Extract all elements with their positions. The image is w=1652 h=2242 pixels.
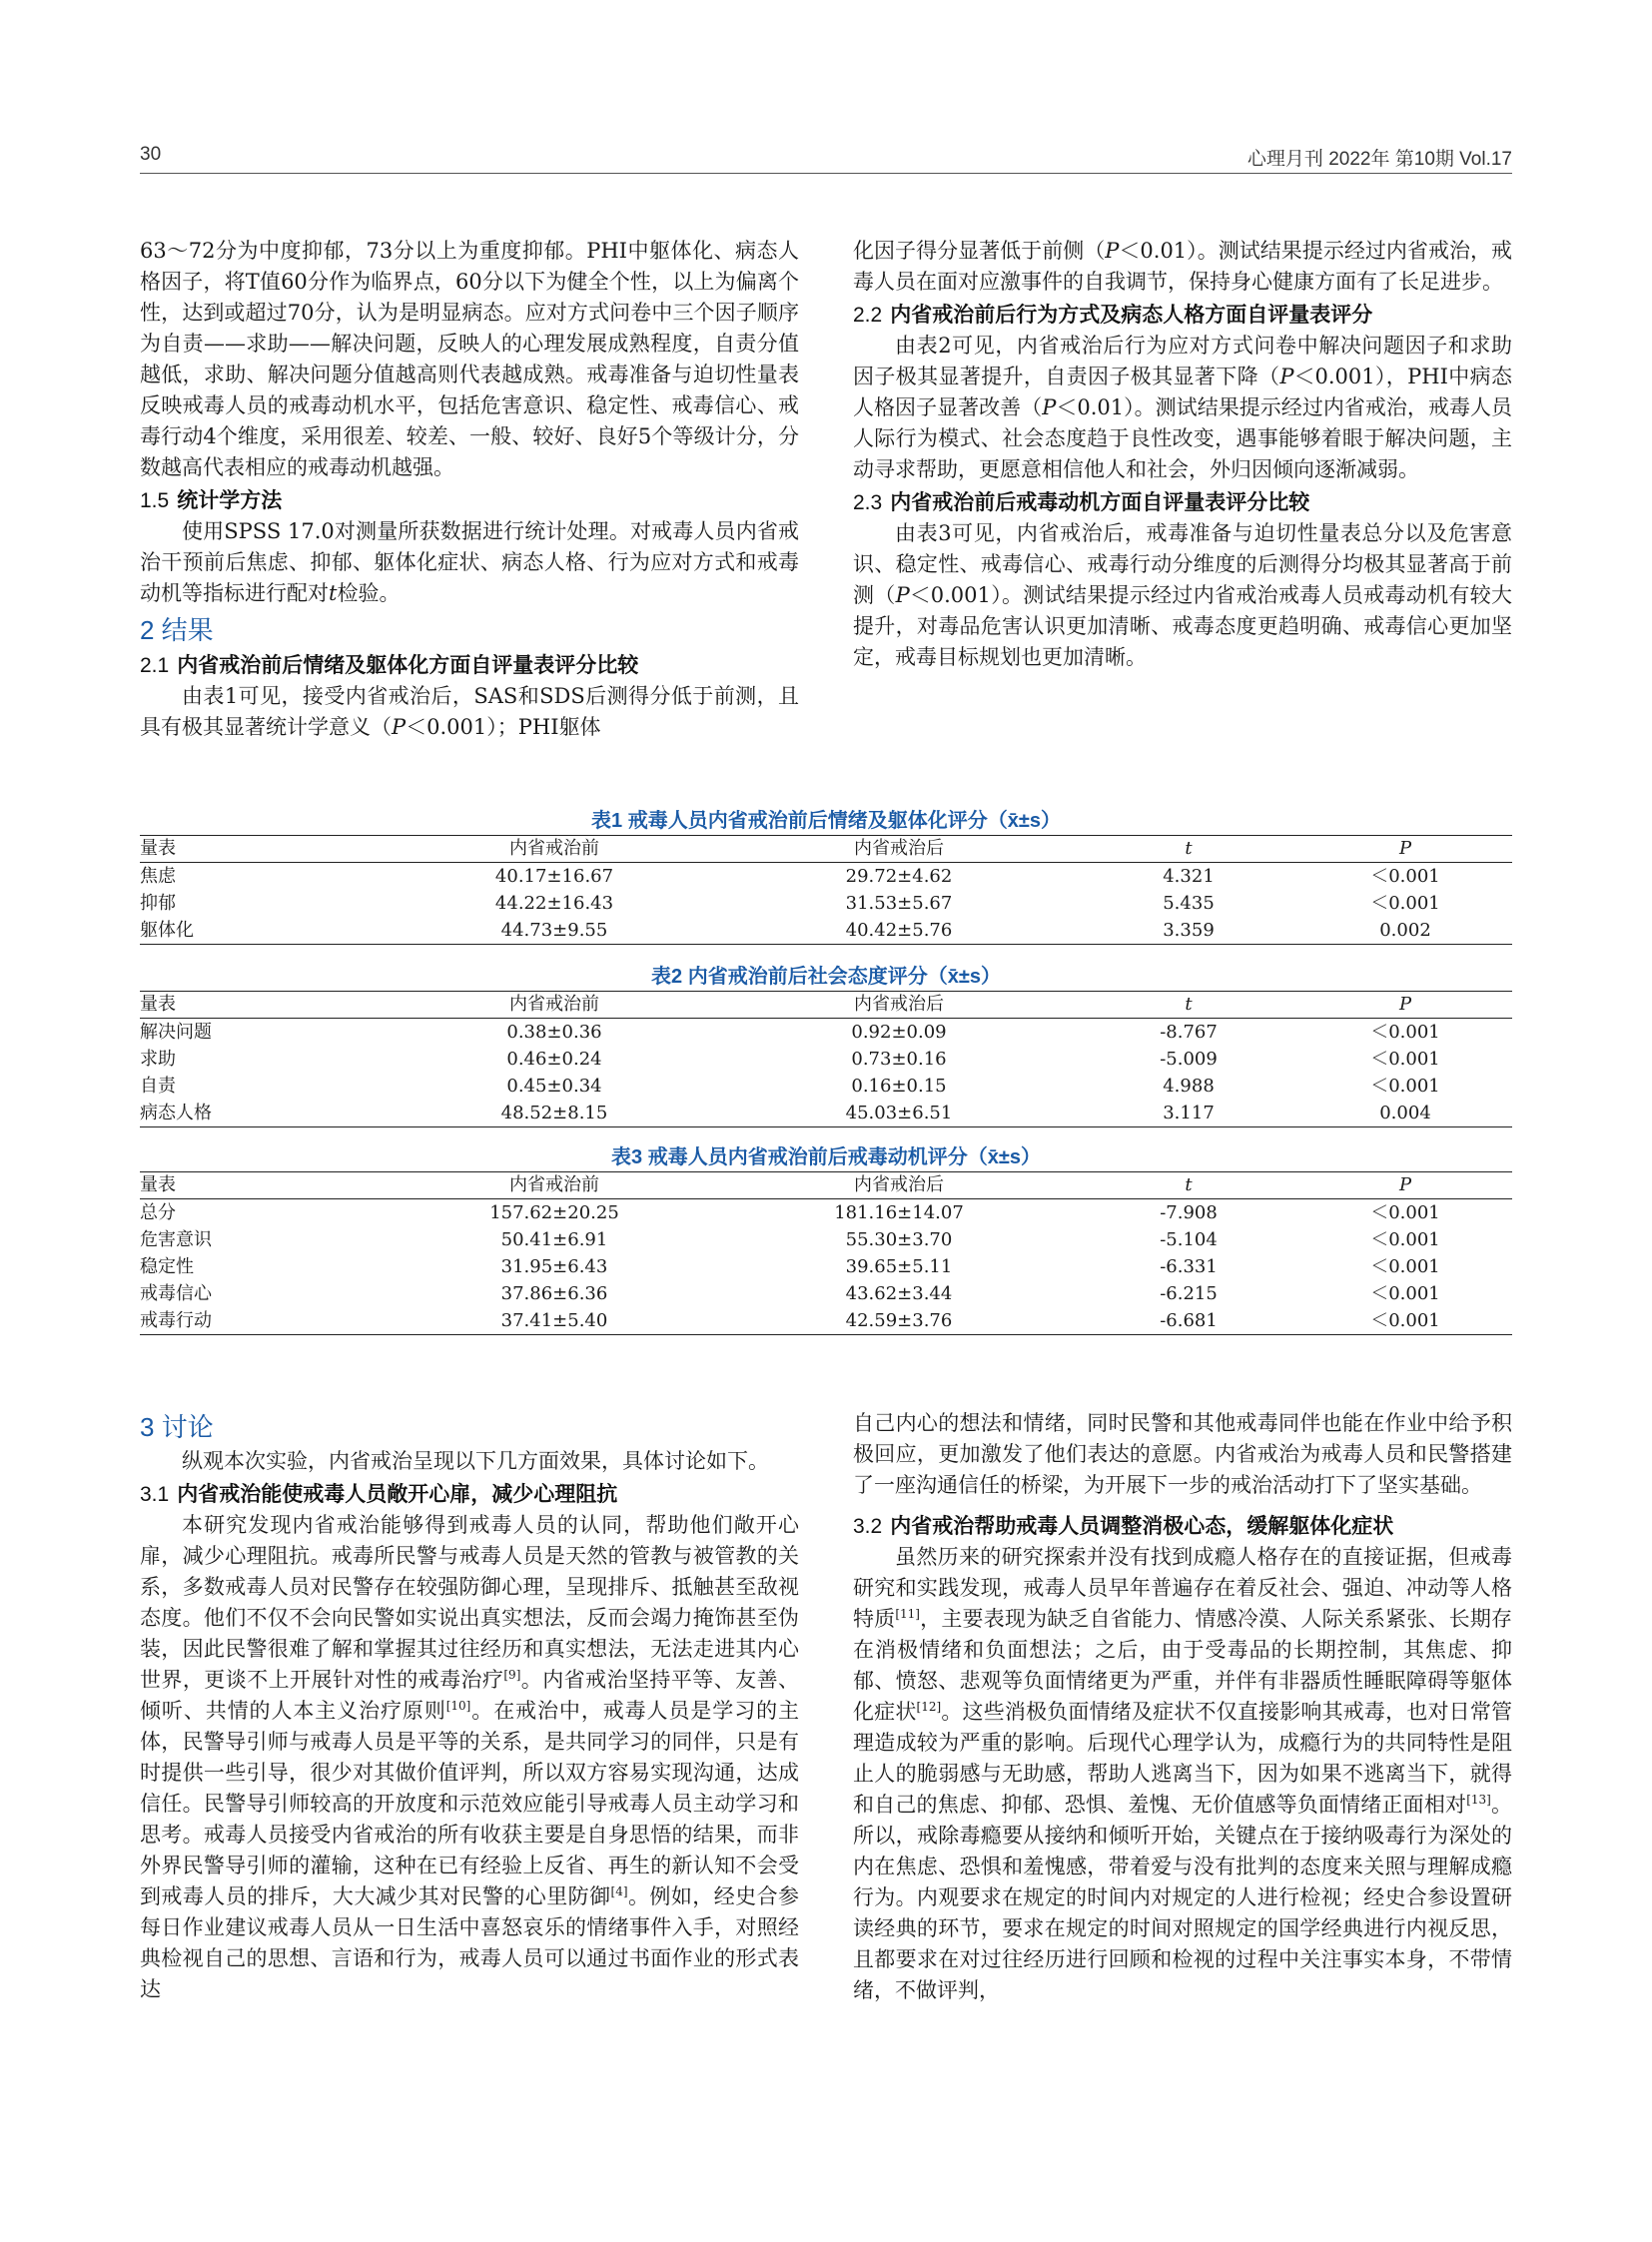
table-cell: 50.41±6.91 bbox=[500, 1229, 608, 1250]
table-header-row bbox=[140, 836, 1512, 863]
table-cell: 40.17±16.67 bbox=[494, 866, 614, 887]
header-cell: 内省戒治前 bbox=[390, 1172, 719, 1199]
table-cell: 焦虑 bbox=[140, 866, 176, 887]
header-cell: 量表 bbox=[140, 992, 390, 1019]
table-cell: 39.65±5.11 bbox=[845, 1256, 953, 1277]
section-number: 2.2 bbox=[853, 304, 883, 327]
header-cell: P bbox=[1298, 1172, 1512, 1199]
table-cell: 危害意识 bbox=[140, 1229, 212, 1250]
text-run: 。内省戒治坚持平等、友善、倾听、共情的人本主义治疗原则 bbox=[140, 1668, 800, 1723]
paragraph-scoring: 63～72分为中度抑郁，73分以上为重度抑郁。PHI中躯体化、病态人格因子，将T值60分作为临界点，60分以下为健全个性，以上为偏离个性，达到或超过70分，认为是明显病态。应对方式问卷中三个因子顺序为自责——求助——解决问题，反映人的心理发展成熟程度，自责分值越低，求助、解决问题分值越高则代表越成熟。戒毒准备与迫切性量表反映戒毒人员的戒毒动机水平，包括危害意识、稳定性、戒毒信心、戒毒行动4个维度，采用很差、较差、一般、较好、良好5个等级计分，分数越高代表相应的戒毒动机越强。 bbox=[140, 239, 799, 479]
table-cell: 29.72±4.62 bbox=[845, 866, 953, 887]
table-cell: -6.215 bbox=[1160, 1283, 1218, 1304]
table-row bbox=[140, 863, 1512, 891]
section-title: 内省戒治前后行为方式及病态人格方面自评量表评分 bbox=[890, 304, 1373, 327]
section-3-heading: 3 讨论 bbox=[140, 1412, 214, 1442]
paragraph-statistics bbox=[140, 516, 799, 609]
table-cell: ＜0.001 bbox=[1370, 1256, 1440, 1277]
text-run: 。在戒治中，戒毒人员是学习的主体，民警导引师与戒毒人员是平等的关系，是共同学习的同伴，只是有时提供一些引导，很少对其做价值评判，所以双方容易实现沟通，达成信任。民警导引师较高的开放度和示范效应能引导戒毒人员主动学习和思考。戒毒人员接受内省戒治的所有收获主要是自身思悟的结果，而非外界民警导引师的灌输，这种在已有经验上反省、再生的新认知不会受到戒毒人员的排斥，大大减少其对民警的心里防御 bbox=[140, 1699, 800, 1908]
header-rule bbox=[140, 173, 1512, 174]
citation: [9] bbox=[503, 1668, 521, 1682]
table-cell: 37.41±5.40 bbox=[390, 1307, 719, 1335]
table-cell: 4.321 bbox=[1163, 866, 1215, 887]
table-cell: 37.86±6.36 bbox=[500, 1283, 608, 1304]
text-run: ＜0.01）。测试结果提示经过内省戒治，戒毒人员人际行为模式、社会态度趋于良性改变，遇事能够着眼于解决问题，主动寻求帮助，更愿意相信他人和社会，外归因倾向逐渐减弱。 bbox=[853, 395, 1513, 481]
section-3-2-heading bbox=[853, 1511, 1512, 1542]
table-cell: 自责 bbox=[140, 1076, 176, 1097]
table-row bbox=[140, 1280, 1512, 1307]
table-cell: 48.52±8.15 bbox=[390, 1100, 719, 1127]
header-cell: 内省戒治前 bbox=[390, 836, 719, 863]
bottom-left-column bbox=[140, 1406, 799, 2005]
section-2-2-heading bbox=[853, 300, 1512, 331]
header-cell: t bbox=[1079, 992, 1298, 1019]
italic-t: t bbox=[329, 581, 338, 605]
italic-p: P bbox=[1105, 239, 1120, 263]
citation: [13] bbox=[1466, 1793, 1491, 1807]
table-cell: -6.331 bbox=[1160, 1256, 1218, 1277]
italic-p: P bbox=[895, 583, 910, 607]
text-run: ＜0.01）。测试结果提示经过内省戒治，戒毒人员在面对应激事件的自我调节，保持身心健康方面有了长足进步。 bbox=[853, 239, 1513, 294]
table-cell: 0.45±0.34 bbox=[506, 1076, 602, 1097]
italic-p: P bbox=[1279, 365, 1294, 388]
header-cell: 内省戒治后 bbox=[719, 1172, 1079, 1199]
section-title: 内省戒治前后戒毒动机方面自评量表评分比较 bbox=[890, 491, 1310, 514]
journal-issue: 心理月刊 2022年 第10期 Vol.17 bbox=[1246, 149, 1512, 170]
table-cell: 55.30±3.70 bbox=[845, 1229, 953, 1250]
header-cell: P bbox=[1298, 836, 1512, 863]
section-2-1-heading bbox=[140, 650, 799, 681]
table-3 bbox=[140, 1171, 1512, 1335]
table-cell: 0.73±0.16 bbox=[851, 1049, 947, 1070]
text-run: 化因子得分显著低于前侧（ bbox=[853, 239, 1106, 263]
citation: [11] bbox=[895, 1607, 920, 1621]
paragraph-result-2 bbox=[853, 331, 1512, 485]
table-cell: 5.435 bbox=[1163, 893, 1215, 914]
header-cell: 量表 bbox=[140, 1172, 390, 1199]
table-cell: ＜0.001 bbox=[1370, 1022, 1440, 1043]
bottom-right-column bbox=[853, 1408, 1512, 2006]
section-number: 2.3 bbox=[853, 491, 883, 514]
table-3-caption: 表3 戒毒人员内省戒治前后戒毒动机评分（x̄±s） bbox=[611, 1146, 1041, 1168]
table-row bbox=[140, 1307, 1512, 1335]
table-1 bbox=[140, 835, 1512, 945]
text-run: ＜0.001），PHI中病态人格因子显著改善（ bbox=[853, 365, 1513, 419]
table-cell: 0.004 bbox=[1298, 1100, 1512, 1127]
text-run: ＜0.001）；PHI躯体 bbox=[406, 715, 601, 739]
table-2 bbox=[140, 991, 1512, 1127]
table-cell: 0.16±0.15 bbox=[851, 1076, 947, 1097]
table-cell: 0.92±0.09 bbox=[851, 1022, 947, 1043]
paragraph-result-1 bbox=[140, 681, 799, 743]
table-cell: ＜0.001 bbox=[1370, 1202, 1440, 1223]
table-cell: ＜0.001 bbox=[1370, 866, 1440, 887]
header-cell: 内省戒治后 bbox=[719, 992, 1079, 1019]
table-row bbox=[140, 1073, 1512, 1100]
section-number: 3.2 bbox=[853, 1515, 883, 1538]
page-number: 30 bbox=[140, 144, 162, 165]
paragraph-discussion-3-1-cont: 自己内心的想法和情绪，同时民警和其他戒毒同伴也能在作业中给予积极回应，更加激发了他们表达的意愿。内省戒治为戒毒人员和民警搭建了一座沟通信任的桥梁，为开展下一步的戒治活动打下了坚实基础。 bbox=[853, 1411, 1512, 1497]
table-cell: ＜0.001 bbox=[1298, 1307, 1512, 1335]
table-cell: -5.104 bbox=[1160, 1229, 1218, 1250]
section-number: 2.1 bbox=[140, 654, 170, 677]
italic-p: P bbox=[392, 715, 407, 739]
table-cell: ＜0.001 bbox=[1370, 1076, 1440, 1097]
text-run: 使用SPSS 17.0对测量所获数据进行统计处理。对戒毒人员内省戒治干预前后焦虑、抑郁、躯体化症状、病态人格、行为应对方式和戒毒动机等指标进行配对 bbox=[140, 519, 799, 605]
paragraph-discussion-3-2 bbox=[853, 1542, 1512, 2006]
section-number: 1.5 bbox=[140, 489, 170, 512]
table-cell: 44.73±9.55 bbox=[390, 917, 719, 945]
paragraph-result-1-cont bbox=[853, 236, 1512, 298]
citation: [10] bbox=[445, 1699, 471, 1713]
table-cell: -7.908 bbox=[1160, 1202, 1218, 1223]
table-cell: 求助 bbox=[140, 1049, 176, 1070]
table-cell: 解决问题 bbox=[140, 1022, 212, 1043]
table-cell: ＜0.001 bbox=[1370, 1229, 1440, 1250]
section-2-3-heading bbox=[853, 487, 1512, 518]
text-run: 由表3可见，内省戒治后，戒毒准备与迫切性量表总分以及危害意识、稳定性、戒毒信心、戒毒行动分维度的后测得分均极其显著高于前测（ bbox=[853, 521, 1512, 607]
text-run: 虽然历来的研究探索并没有找到成瘾人格存在的直接证据，但戒毒研究和实践发现，戒毒人员早年普遍存在着反社会、强迫、冲动等人格特质 bbox=[853, 1545, 1512, 1631]
table-cell: 45.03±6.51 bbox=[719, 1100, 1079, 1127]
table-cell: 0.46±0.24 bbox=[506, 1049, 602, 1070]
paragraph-discussion-intro: 纵观本次实验，内省戒治呈现以下几方面效果，具体讨论如下。 bbox=[182, 1449, 769, 1473]
header-cell: 内省戒治前 bbox=[390, 992, 719, 1019]
table-cell: 157.62±20.25 bbox=[489, 1202, 619, 1223]
text-run: 由表2可见，内省戒治后行为应对方式问卷中解决问题因子和求助因子极其显著提升，自责因子极其显著下降（ bbox=[853, 334, 1512, 388]
table-cell: 躯体化 bbox=[140, 917, 390, 945]
text-run: 。所以，戒除毒瘾要从接纳和倾听开始，关键点在于接纳吸毒行为深处的内在焦虑、恐惧和羞愧感，带着爱与没有批判的态度来关照与理解成瘾行为。内观要求在规定的时间内对规定的人进行检视；经史合参设置研读经典的环节，要求在规定的时间对照规定的国学经典进行内视反思，且都要求在对过往经历进行回顾和检视的过程中关注事实本身，不带情绪，不做评判， bbox=[853, 1793, 1513, 2002]
table-cell: 31.53±5.67 bbox=[845, 893, 953, 914]
section-2-heading: 2 结果 bbox=[140, 615, 214, 645]
top-left-column bbox=[140, 236, 799, 743]
table-row bbox=[140, 1046, 1512, 1073]
header-cell: P bbox=[1298, 992, 1512, 1019]
header-cell: t bbox=[1079, 836, 1298, 863]
table-cell: 3.117 bbox=[1079, 1100, 1298, 1127]
table-cell: ＜0.001 bbox=[1370, 893, 1440, 914]
table-row bbox=[140, 890, 1512, 917]
text-run: ，主要表现为缺乏自省能力、情感冷漠、人际关系紧张、长期存在消极情绪和负面想法；之后，由于受毒品的长期控制，其焦虑、抑郁、愤怒、悲观等负面情绪更为严重，并伴有非器质性睡眠障碍等躯体化症状 bbox=[853, 1607, 1512, 1724]
italic-p: P bbox=[1042, 395, 1057, 419]
table-cell: 稳定性 bbox=[140, 1256, 194, 1277]
table-row bbox=[140, 1100, 1512, 1127]
paragraph-result-3 bbox=[853, 518, 1512, 673]
table-cell: 181.16±14.07 bbox=[834, 1202, 964, 1223]
table-header-row bbox=[140, 1172, 1512, 1199]
table-cell: 44.22±16.43 bbox=[494, 893, 614, 914]
table-row bbox=[140, 1226, 1512, 1253]
table-cell: -8.767 bbox=[1160, 1022, 1218, 1043]
table-cell: 42.59±3.76 bbox=[719, 1307, 1079, 1335]
table-2-caption: 表2 内省戒治前后社会态度评分（x̄±s） bbox=[651, 966, 1001, 988]
citation: [12] bbox=[916, 1700, 942, 1714]
text-run: 。例如，经史合参每日作业建议戒毒人员从一日生活中喜怒哀乐的情绪事件入手，对照经典检视自己的思想、言语和行为，戒毒人员可以通过书面作业的形式表达 bbox=[140, 1884, 799, 2001]
header-cell: 内省戒治后 bbox=[719, 836, 1079, 863]
text-run: ＜0.001）。测试结果提示经过内省戒治戒毒人员戒毒动机有较大提升，对毒品危害认识更加清晰、戒毒态度更趋明确、戒毒信心更加坚定，戒毒目标规划也更加清晰。 bbox=[853, 583, 1513, 669]
tables-block bbox=[140, 807, 1512, 1335]
table-cell: 0.38±0.36 bbox=[506, 1022, 602, 1043]
top-right-column bbox=[853, 236, 1512, 673]
table-cell: 4.988 bbox=[1163, 1076, 1215, 1097]
text-run: 本研究发现内省戒治能够得到戒毒人员的认同，帮助他们敞开心扉，减少心理阻抗。戒毒所民警与戒毒人员是天然的管教与被管教的关系，多数戒毒人员对民警存在较强防御心理，呈现排斥、抵触甚至敌视态度。他们不仅不会向民警如实说出真实想法，反而会竭力掩饰甚至伪装，因此民警很难了解和掌握其过往经历和真实想法，无法走进其内心世界，更谈不上开展针对性的戒毒治疗 bbox=[140, 1513, 799, 1692]
table-row bbox=[140, 1019, 1512, 1047]
table-row bbox=[140, 1253, 1512, 1280]
section-title: 统计学方法 bbox=[177, 489, 283, 512]
table-cell: 戒毒行动 bbox=[140, 1307, 390, 1335]
section-3-1-heading bbox=[140, 1479, 799, 1510]
table-cell: 3.359 bbox=[1079, 917, 1298, 945]
text-run: 检验。 bbox=[337, 581, 401, 605]
table-cell: 40.42±5.76 bbox=[719, 917, 1079, 945]
table-cell: -6.681 bbox=[1079, 1307, 1298, 1335]
table-cell: 31.95±6.43 bbox=[500, 1256, 608, 1277]
table-cell: 戒毒信心 bbox=[140, 1283, 212, 1304]
page-header bbox=[140, 140, 1512, 174]
table-row bbox=[140, 917, 1512, 945]
table-1-caption: 表1 戒毒人员内省戒治前后情绪及躯体化评分（x̄±s） bbox=[591, 810, 1061, 832]
table-row bbox=[140, 1199, 1512, 1227]
table-cell: ＜0.001 bbox=[1370, 1049, 1440, 1070]
table-cell: 总分 bbox=[140, 1202, 176, 1223]
table-cell: ＜0.001 bbox=[1370, 1283, 1440, 1304]
paragraph-discussion-3-1 bbox=[140, 1510, 799, 2005]
table-cell: -5.009 bbox=[1160, 1049, 1218, 1070]
section-number: 3.1 bbox=[140, 1483, 170, 1506]
header-cell: 量表 bbox=[140, 836, 390, 863]
table-header-row bbox=[140, 992, 1512, 1019]
table-cell: 0.002 bbox=[1298, 917, 1512, 945]
text-run: 由表1可见，接受内省戒治后，SAS和SDS后测得分低于前测，且具有极其显著统计学意义（ bbox=[140, 684, 799, 739]
table-cell: 43.62±3.44 bbox=[845, 1283, 953, 1304]
section-title: 内省戒治能使戒毒人员敞开心扉，减少心理阻抗 bbox=[177, 1483, 618, 1506]
section-title: 内省戒治帮助戒毒人员调整消极心态，缓解躯体化症状 bbox=[890, 1515, 1394, 1538]
section-1-5-heading bbox=[140, 485, 799, 516]
table-cell: 病态人格 bbox=[140, 1100, 390, 1127]
citation: [4] bbox=[610, 1884, 628, 1898]
section-title: 内省戒治前后情绪及躯体化方面自评量表评分比较 bbox=[177, 654, 639, 677]
text-run: 。这些消极负面情绪及症状不仅直接影响其戒毒，也对日常管理造成较为严重的影响。后现代心理学认为，成瘾行为的共同特性是阻止人的脆弱感与无助感，帮助人逃离当下，因为如果不逃离当下，就得和自己的焦虑、抑郁、恐惧、羞愧、无价值感等负面情绪正面相对 bbox=[853, 1700, 1513, 1817]
table-cell: 抑郁 bbox=[140, 893, 176, 914]
header-cell: t bbox=[1079, 1172, 1298, 1199]
